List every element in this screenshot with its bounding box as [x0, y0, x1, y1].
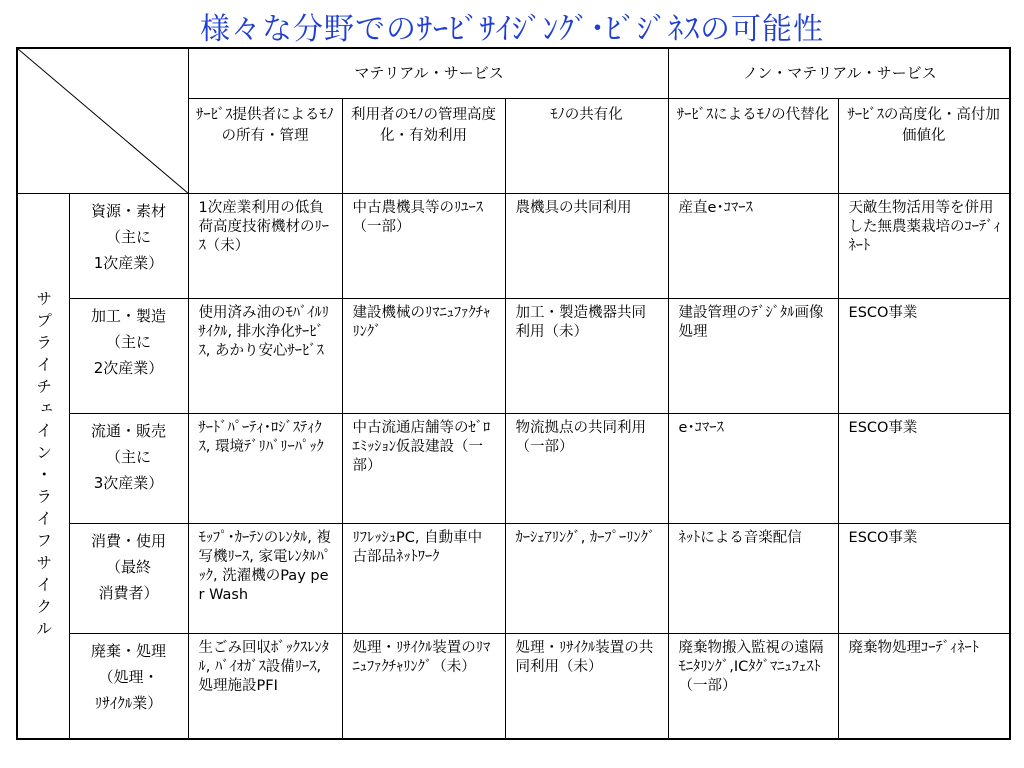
column-header: ｻｰﾋﾞｽ提供者によるﾓﾉの所有・管理: [188, 98, 342, 193]
category-note: （処理・: [98, 667, 159, 686]
table-cell: 農機具の共同利用: [505, 193, 668, 298]
category-name: 消費・使用: [90, 531, 166, 550]
category-note: 2次産業）: [93, 358, 164, 377]
category-note: （主に: [105, 227, 151, 246]
category-name: 加工・製造: [90, 306, 166, 325]
header-corner-cell: [17, 48, 188, 193]
category-note: 1次産業）: [93, 253, 164, 272]
table-cell: 使用済み油のﾓﾊﾞｲﾙﾘｻｲｸﾙ, 排水浄化ｻｰﾋﾞｽ, あかり安心ｻｰﾋﾞｽ: [188, 298, 342, 413]
servicizing-matrix: [16, 47, 1011, 740]
row-category: [69, 633, 188, 739]
table-cell: 処理・ﾘｻｲｸﾙ装置のﾘﾏﾆｭﾌｧｸﾁｬﾘﾝｸﾞ（未）: [342, 633, 505, 739]
table-cell: 中古流通店舗等のｾﾞﾛｴﾐｯｼｮﾝ仮設建設（一部）: [342, 413, 505, 523]
table-cell: 1次産業利用の低負荷高度技術機材のﾘｰｽ（未）: [188, 193, 342, 298]
table-row: [17, 193, 1010, 298]
column-header: ｻｰﾋﾞｽによるﾓﾉの代替化: [668, 98, 838, 193]
table-cell: ﾘﾌﾚｯｼｭPC, 自動車中古部品ﾈｯﾄﾜｰｸ: [342, 523, 505, 633]
table-cell: 産直e･ｺﾏｰｽ: [668, 193, 838, 298]
category-name: 資源・素材: [90, 201, 166, 220]
table-row: [17, 633, 1010, 739]
table-row: [17, 298, 1010, 413]
table-row: [17, 413, 1010, 523]
table-cell: 加工・製造機器共同利用（未）: [505, 298, 668, 413]
category-note: 3次産業）: [93, 473, 164, 492]
table-cell: 物流拠点の共同利用（一部）: [505, 413, 668, 523]
column-header: ｻｰﾋﾞｽの高度化・高付加価値化: [838, 98, 1010, 193]
table-cell: 天敵生物活用等を併用した無農薬栽培のｺｰﾃﾞｨﾈｰﾄ: [838, 193, 1010, 298]
group-header-non-material: ノン・マテリアル・サービス: [668, 48, 1010, 98]
table-cell: 廃棄物搬入監視の遠隔ﾓﾆﾀﾘﾝｸﾞ,ICﾀｸﾞﾏﾆｭﾌｪｽﾄ（一部）: [668, 633, 838, 739]
row-category: [69, 523, 188, 633]
table-row: [17, 523, 1010, 633]
diagonal-line: [18, 49, 188, 193]
column-header: 利用者のﾓﾉの管理高度化・有効利用: [342, 98, 505, 193]
category-note: 消費者）: [98, 583, 159, 602]
table-cell: ESCO事業: [838, 413, 1010, 523]
table-cell: 生ごみ回収ﾎﾞｯｸｽﾚﾝﾀﾙ, ﾊﾞｲｵｶﾞｽ設備ﾘｰｽ, 処理施設PFI: [188, 633, 342, 739]
table-cell: 処理・ﾘｻｲｸﾙ装置の共同利用（未）: [505, 633, 668, 739]
table-cell: ｻｰﾄﾞﾊﾟｰﾃｨ･ﾛｼﾞｽﾃｨｸｽ, 環境ﾃﾞﾘﾊﾞﾘｰﾊﾟｯｸ: [188, 413, 342, 523]
table-cell: 建設機械のﾘﾏﾆｭﾌｧｸﾁｬﾘﾝｸﾞ: [342, 298, 505, 413]
table-cell: ｶｰｼｪｱﾘﾝｸﾞ, ｶｰﾌﾟｰﾘﾝｸﾞ: [505, 523, 668, 633]
table-cell: 中古農機具等のﾘﾕｰｽ（一部）: [342, 193, 505, 298]
table-cell: 廃棄物処理ｺｰﾃﾞｨﾈｰﾄ: [838, 633, 1010, 739]
table-cell: e･ｺﾏｰｽ: [668, 413, 838, 523]
row-category: [69, 413, 188, 523]
row-category: [69, 298, 188, 413]
table-cell: ESCO事業: [838, 523, 1010, 633]
column-header: ﾓﾉの共有化: [505, 98, 668, 193]
category-note: （主に: [105, 332, 151, 351]
table-cell: ﾈｯﾄによる音楽配信: [668, 523, 838, 633]
table-cell: ﾓｯﾌﾟ･ｶｰﾃﾝのﾚﾝﾀﾙ, 複写機ﾘｰｽ, 家電ﾚﾝﾀﾙﾊﾟｯｸ, 洗濯機のPay per Wash: [188, 523, 342, 633]
matrix-table: [16, 47, 1011, 740]
slide-title: 様々な分野でのｻｰﾋﾞｻｲｼﾞﾝｸﾞ･ﾋﾞｼﾞﾈｽの可能性: [200, 12, 824, 47]
category-note: ﾘｻｲｸﾙ業）: [94, 693, 163, 712]
row-category: [69, 193, 188, 298]
category-name: 流通・販売: [90, 421, 166, 440]
category-note: （主に: [105, 447, 151, 466]
category-note: （最終: [105, 557, 151, 576]
side-label: サプライチェイン・ライフサイクル: [17, 193, 69, 739]
table-cell: ESCO事業: [838, 298, 1010, 413]
category-name: 廃棄・処理: [90, 641, 166, 660]
table-cell: 建設管理のﾃﾞｼﾞﾀﾙ画像処理: [668, 298, 838, 413]
group-header-material: マテリアル・サービス: [188, 48, 668, 98]
